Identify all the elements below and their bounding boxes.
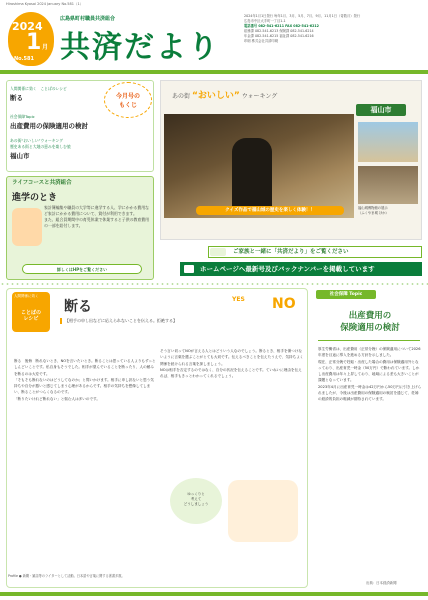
footer-band [0,592,428,596]
topic-tag: 社会保障 Topic [316,290,376,299]
topic-divider [318,340,420,341]
header-band [0,70,428,74]
feature-heading-key: “おいしい” [191,91,240,101]
side-caption: 福山城博物館の展示 （ふくやま城 ほか） [358,206,389,215]
toc-item[interactable] [10,86,102,102]
person-illustration [228,480,298,542]
issue-number: No.581 [14,56,34,62]
lifecourse-body: 家計簿編集や職員の大学等に進学する人、学にかかる費用など家計にかかる費用について、貸付が利用できます。 また、組合員期間中の育児休業で休業すると子供の教育費用の一部を給付します。 [44,205,150,228]
kotoba-logo: ことばの レシピ [12,292,50,332]
dot-divider [0,282,428,286]
publisher-line: 印刷 株式会社共済印刷 [244,39,279,43]
kotoba-title: 断る [64,299,92,315]
contents-badge: 今月号の もくじ [104,82,152,118]
toc-item-label: あの街“おいしい”ウォーキング 歴史ある街と大地の恵みを楽しむ旅 [10,138,71,149]
kotoba-subtitle: 【相手の申し出などに応えられないことを伝える。拒絶する】 [60,318,208,324]
issue-month-unit: 月 [42,44,49,51]
publisher-line: 総務課 082-541-6213 保険課 082-541-6214 [244,29,314,33]
computer-icon [184,265,194,273]
lifecourse-heading: ライフコースと共済組合 [12,180,72,186]
toc-item-label: 人間関係に効く ことばのレシピ [10,86,67,91]
feature-heading-prefix: あの街 [172,93,191,100]
publisher-line: 年金課 082-541-6215 福祉課 082-541-6216 [244,34,314,38]
kotoba-logo-top: 人間関係に効く [14,294,39,298]
masthead-title: 共済だより [60,30,220,65]
masthead-org: 広島県町村職員共済組合 [60,16,116,22]
issue-year: 2024 [12,20,43,33]
feature-location: 福山市 [356,104,406,116]
publisher-info [244,14,422,64]
toc-item-label: 社会保障Topic [10,114,35,119]
yes-bubble: YES [232,296,245,303]
topic-body: 厚生労働省は、出産費用（正常分娩）の保険適用について2026年度を目途に導入を進める方針を示しました。 現在、正常分娩で妊娠・出産した場合の費用は保険適用外となっており、出産育児一時金（50万円）で賄われています。しかし出産費用は年々上昇しており、地域による差も大きいことが課題となっています。 2023年4月に出産育児一時金は42万円から50万円に引き上げられましたが、今後は出産費用の保険適用の検討を通じて、妊婦の経済的負担の軽減が期待されています。 [318,347,422,402]
toc-item[interactable] [10,138,150,160]
toc-item-title: 断る [10,94,23,102]
toc-item-title: 福山市 [10,152,30,160]
lifecourse-title: 進学のとき [12,193,58,203]
homepage-banner[interactable]: ホームページへ最新号及びバックナンバーを掲載しています [180,262,422,276]
lifecourse-link[interactable]: 詳しくはHPをご覧ください [22,264,142,274]
family-banner: ご家族と一緒に「共済だより」をご覧ください [208,246,422,258]
feature-heading-suffix: ウォーキング [241,93,278,100]
student-illustration [12,208,42,246]
feature-heading [172,88,277,101]
no-bubble: NO [272,296,296,312]
author-profile: Profile ● 新聞・雑誌等のライターとして活動。日本語や言葉に関する著書多数。 [8,574,125,578]
kotoba-text-col2: そう言い切ってNOが言える人とはどういう人なのでしょう。断るとき、相手を傷つけないように言葉を選ぶことがとても大切です。伝えるべきことを伝えたうえで、気持ちよく関係を続けられる言葉を探しましょう。 NOは相手を否定するのではなく、自分の状況を伝えることです。ていねいに理由を伝えれば、相手もきっとわかってくれるでしょう。 [160,349,304,379]
toc-item[interactable] [10,114,150,130]
kotoba-text-col1: 断る 後悔 断れないとき、NOを言いたいとき。断ることは思っている人よりもずっとしんどいことです。私自身もそうでした。相手が望んでいることを断ったり、人の頼みを断るのは大変です。 「そもそも断れないのはどうしてなのか」と問いかけます。相手に申し訳ないと思う気持ちや自分が悪いと感じてしまう心理があるからです。相手の気持ちを想像してしまい、断ることがつらくなるのです。 「断りたいけれど断れない」と悩む人は多いのです。 [14,359,156,401]
publisher-line: 2024年1月1日発行 毎年1月、3月、5月、7月、9月、11月1日（奇数月）発行 [244,14,361,18]
thinking-bubble: ゆっくりと 考えて どうしましょう [170,478,222,524]
publisher-line: 電話番号 082-541-6211 FAX 082-541-6212 [244,24,319,28]
page-topline: Hiroshima Kyosai 2024 January No.581（1） [6,2,84,6]
family-icon [210,248,226,256]
feature-caption: クイズ作品で福山城の歴史を楽しく体験！！ [196,206,344,215]
topic-source: 出典：日本経済新聞 [366,581,397,585]
exhibit-photo [358,166,418,204]
topic-title: 出産費用の 保険適用の検討 [340,311,400,333]
publisher-line: 広島市中区大手町一丁目1-1 [244,19,286,23]
toc-item-title: 出産費用の保険適用の検討 [10,122,88,130]
statue-silhouette [232,138,272,210]
issue-month: 1 [26,30,42,55]
castle-photo [358,122,418,162]
